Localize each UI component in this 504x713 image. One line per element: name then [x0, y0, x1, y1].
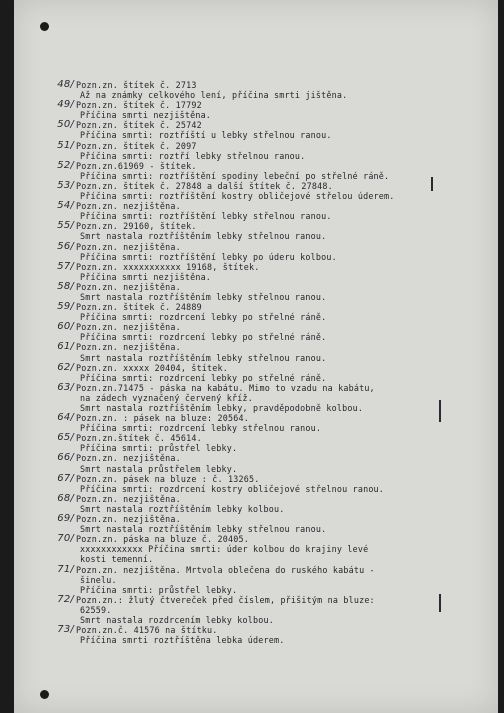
entry-number: 69/ [57, 513, 74, 525]
entry-57 [57, 260, 496, 282]
entry-cause: Příčina smrti: roztří lebky střelnou ranou. [80, 150, 306, 161]
entry-cause: Příčina smrti: roztříštění lebky po úderu kolbou. [80, 251, 337, 262]
entry-73 [57, 624, 496, 646]
entry-cause: Příčina smrti nezjištěna. [80, 110, 212, 121]
entry-cause: 62559. [80, 604, 112, 615]
entry-number: 55/ [57, 220, 74, 232]
entry-number: 57/ [57, 260, 74, 272]
entry-identification: Pozn.zn. štítek č. 2097 [76, 140, 197, 151]
entry-cause: šinelu. [80, 574, 117, 585]
entry-number: 72/ [57, 593, 74, 605]
entry-cause: Smrt nastala průstřelem lebky. [80, 463, 238, 474]
entry-number: 62/ [57, 361, 74, 373]
entry-number: 59/ [57, 301, 74, 313]
entry-cause: Příčina smrti: rozdrcení lebky po střelné ráně. [80, 372, 327, 383]
entry-65 [57, 432, 496, 454]
entry-number: 50/ [57, 119, 74, 131]
entry-number: 51/ [57, 139, 74, 151]
entry-cause: kosti temenní. [80, 554, 154, 565]
entry-identification: Pozn.zn. nezjištěna. [76, 322, 181, 333]
entry-number: 53/ [57, 179, 74, 191]
entry-cause: Příčina smrti: rozdrcení lebky po střelné ráně. [80, 332, 327, 343]
entry-identification: Pozn.zn.71475 - páska na kabátu. Mimo to vzadu na kabátu, [76, 382, 375, 393]
entry-55 [57, 220, 496, 242]
entry-cause: Smrt nastala roztříštěním lebky střelnou ranou. [80, 231, 327, 242]
punch-hole [40, 690, 49, 699]
entry-number: 52/ [57, 159, 74, 171]
entry-cause: Příčina smrti: roztříštění lebky střelnou ranou. [80, 211, 332, 222]
entry-cause: Smrt nastala rozdrcením lebky kolbou. [80, 614, 274, 625]
entry-64 [57, 412, 496, 434]
entry-identification: Pozn.zn.č. 41576 na štítku. [76, 625, 218, 636]
entry-identification: Pozn.zn.štítek č. 45614. [76, 433, 202, 444]
entry-identification: Pozn.zn. nezjištěna. [76, 514, 181, 525]
entry-identification: Pozn.zn. nezjištěna. [76, 493, 181, 504]
entry-cause: Smrt nastala roztříštěním lebky, pravděpodobně kolbou. [80, 403, 364, 413]
entry-cause: na zádech vyznačený červený kříž. [80, 392, 253, 403]
entry-cause: Smrt nastala roztříštěním lebky střelnou ranou. [80, 524, 327, 535]
entry-number: 54/ [57, 200, 74, 212]
entry-cause: Smrt nastala roztříštěním lebky střelnou ranou. [80, 352, 327, 363]
entry-53 [57, 179, 496, 202]
document-page [14, 0, 498, 713]
entry-58 [57, 280, 496, 302]
entry-51 [57, 139, 496, 161]
entry-cause: Příčina smrti: rozdrcení lebky po střelné ráně. [80, 312, 327, 323]
entry-cause: Příčina smrti roztříštěna lebka úderem. [80, 635, 285, 646]
entry-identification: Pozn.zn. 29160, štítek. [76, 221, 197, 232]
entry-number: 58/ [57, 280, 74, 292]
entry-52 [57, 159, 496, 181]
entry-identification: Pozn.zn. štítek č. 17792 [76, 100, 202, 111]
entry-identification: Pozn.zn. nezjištěna. Mrtvola oblečena do ruského kabátu - [76, 564, 375, 575]
entry-number: 56/ [57, 240, 74, 252]
entry-identification: Pozn.zn. nezjištěna. [76, 281, 181, 292]
entry-identification: Pozn.zn. nezjištěna. [76, 241, 181, 252]
entry-72 [57, 593, 496, 625]
entry-identification: Pozn.zn. štítek č. 24889 [76, 302, 202, 313]
entry-identification: Pozn.zn. nezjištěna. [76, 342, 181, 353]
entry-50 [57, 119, 496, 141]
entry-70 [57, 533, 496, 565]
entry-cause: Příčina smrti: průstřel lebky. [80, 584, 238, 595]
entry-cause: Příčina smrti: roztříštění kostry obličejové střelou úderem. [80, 191, 395, 202]
entry-cause: Až na známky celkového lení, příčina smrti jištěna. [80, 90, 348, 101]
entry-number: 66/ [57, 452, 74, 464]
entry-48 [57, 79, 496, 101]
entry-identification: Pozn.zn.: žlutý čtvereček před číslem, přišitým na bluze: [76, 594, 375, 605]
entry-identification: Pozn.zn. pásek na bluze : č. 13265. [76, 473, 260, 484]
entry-number: 64/ [57, 412, 74, 424]
punch-hole [40, 22, 49, 31]
entry-identification: Pozn.zn.61969 - štítek. [76, 160, 197, 171]
entry-cause: xxxxxxxxxxxx Příčina smrti: úder kolbou do krajiny levé [80, 544, 369, 555]
entry-list [57, 79, 496, 646]
entry-number: 61/ [57, 341, 74, 353]
entry-56 [57, 240, 496, 262]
entry-number: 68/ [57, 492, 74, 504]
entry-60 [57, 321, 496, 343]
entry-69 [57, 513, 496, 535]
entry-62 [57, 361, 496, 383]
entry-61 [57, 341, 496, 363]
entry-number: 63/ [57, 381, 74, 393]
entry-71 [57, 563, 496, 595]
entry-identification: Pozn.zn. páska na bluze č. 20405. [76, 534, 249, 545]
entry-cause: Smrt nastala roztříštěním lebky kolbou. [80, 503, 285, 514]
entry-66 [57, 452, 496, 474]
entry-number: 60/ [57, 321, 74, 333]
entry-number: 48/ [57, 79, 74, 90]
entry-59 [57, 301, 496, 323]
entry-cause: Příčina smrti: rozdrcení kostry obličejové střelnou ranou. [80, 483, 385, 494]
entry-number: 65/ [57, 432, 74, 444]
entry-identification: Pozn.zn. xxxxxxxxxxx 19168, štítek. [76, 261, 260, 272]
entry-cause: Příčina smrti nezjištěna. [80, 271, 212, 282]
entry-54 [57, 200, 496, 222]
entry-67 [57, 472, 496, 494]
entry-number: 67/ [57, 472, 74, 484]
entry-number: 71/ [57, 563, 74, 575]
entry-identification: Pozn.zn. xxxxx 20404, štítek. [76, 362, 229, 373]
entry-cause: Příčina smrti: roztříští u lebky střelnou ranou. [80, 130, 332, 141]
entry-identification: Pozn.zn. : pásek na bluze: 20564. [76, 413, 249, 424]
entry-cause: Příčina smrti: rozdrcení lebky střelnou ranou. [80, 423, 322, 434]
entry-cause: Smrt nastala roztříštěním lebky střelnou ranou. [80, 291, 327, 302]
margin-mark [439, 400, 441, 422]
entry-number: 73/ [57, 624, 74, 636]
entry-number: 70/ [57, 533, 74, 545]
entry-identification: Pozn.zn. nezjištěna. [76, 453, 181, 464]
entry-cause: Příčina smrti: průstřel lebky. [80, 443, 238, 454]
entry-49 [57, 99, 496, 121]
margin-mark [439, 594, 441, 612]
entry-identification: Pozn.zn. nezjištěna. [76, 201, 181, 212]
entry-68 [57, 492, 496, 514]
entry-cause: Příčina smrti: roztříštění spodiny lebeční po střelné ráně. [80, 170, 390, 181]
entry-63 [57, 381, 496, 413]
entry-identification: Pozn.zn. štítek č. 25742 [76, 120, 202, 131]
entry-identification: Pozn.zn. štítek č. 2713 [76, 80, 197, 90]
entry-identification: Pozn.zn. štítek č. 27848 a další štítek č. 27848. [76, 180, 333, 191]
entry-number: 49/ [57, 99, 74, 111]
margin-mark [431, 177, 433, 191]
